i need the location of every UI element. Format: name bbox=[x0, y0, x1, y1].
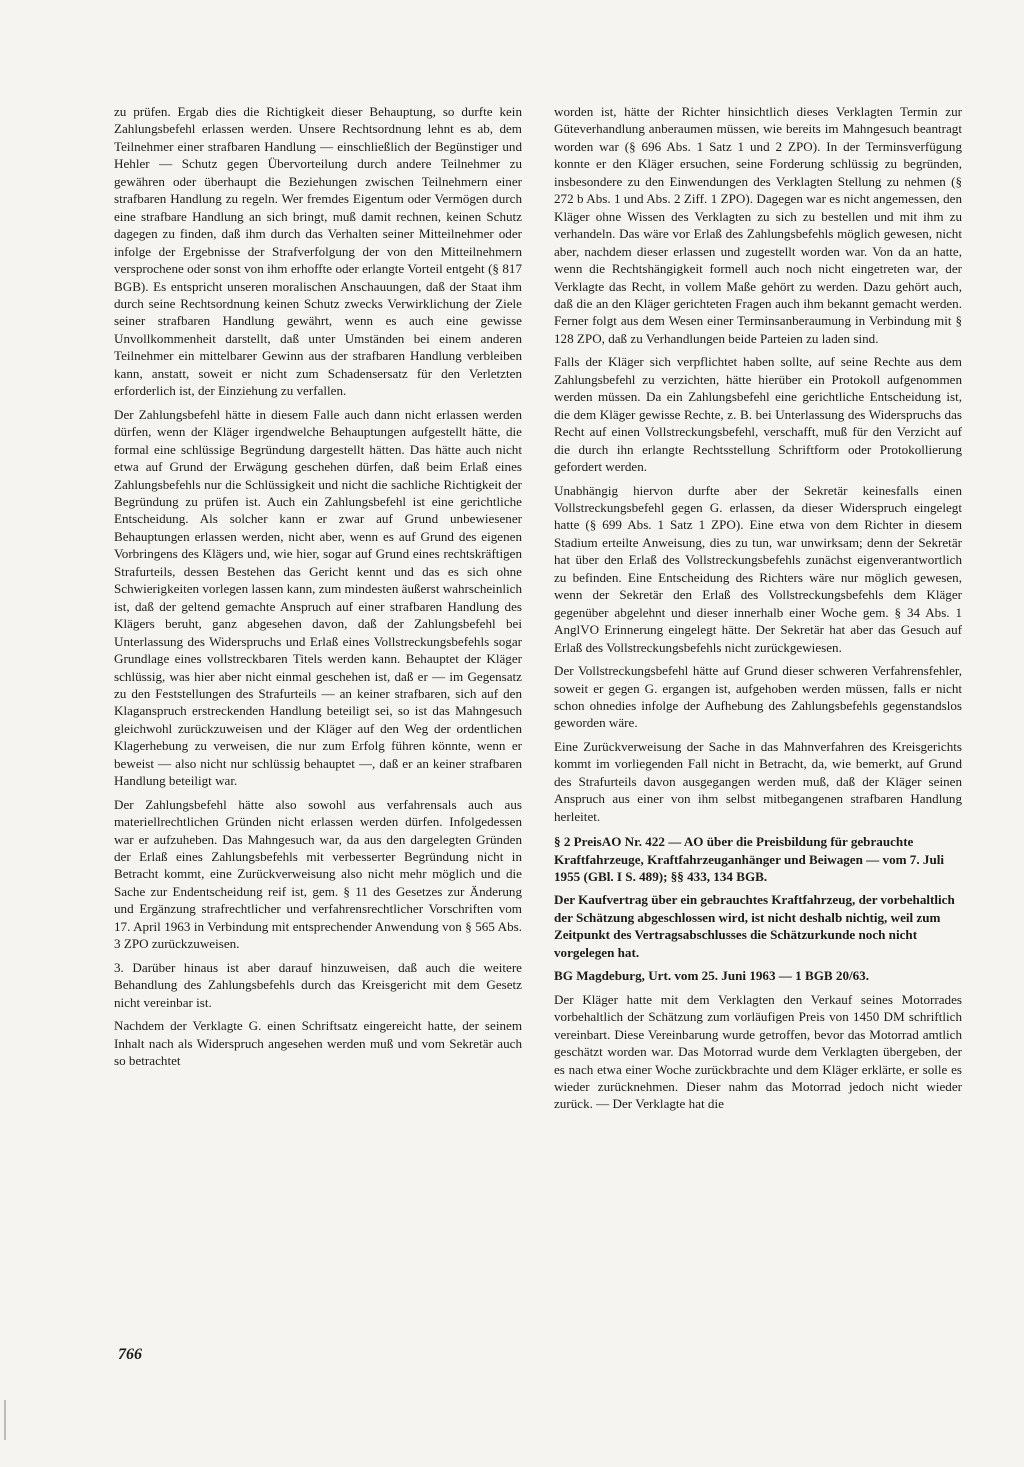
scan-edge-mark bbox=[4, 1400, 6, 1440]
paragraph: worden ist, hätte der Richter hinsichtlich dieses Verklagten Termin zur Güteverhandlung anberaumen müssen, wie bereits im Mahngesuch beantragt worden war (§ 696 Abs. 1 Satz 1 und 2 ZPO). In der Terminsverfügung konnte er den Kläger ersuchen, seine Forderung schlüssig zu begründen, insbesondere zu den Einwendungen des Verklagten Stellung zu nehmen (§ 272 b Abs. 1 und Abs. 2 Ziff. 1 ZPO). Dagegen war es nicht angemessen, den Kläger ohne Wissen des Verklagten zu sich zu bestellen und mit ihm zu verhandeln. Das wäre vor Erlaß des Zahlungsbefehls möglich gewesen, nicht aber, nachdem dieser erlassen und zugestellt worden war. Von da an hatte, wenn die Rechtshängigkeit formell auch noch nicht eingetreten war, der Verklagte das Recht, in vollem Maße gehört zu werden. Dazu gehört auch, daß die an den Kläger gerichteten Fragen auch ihm bekannt gemacht werden. Ferner folgt aus dem Wesen einer Terminsanberaumung in Verbindung mit § 128 ZPO, daß zu Verhandlungen beide Parteien zu laden sind. bbox=[554, 104, 962, 346]
paragraph: Nachdem der Verklagte G. einen Schriftsatz eingereicht hatte, der seinem Inhalt nach als Widerspruch angesehen werden muß und vom Sekretär auch so betrachtet bbox=[114, 1018, 522, 1069]
paragraph: Der Zahlungsbefehl hätte in diesem Falle auch dann nicht erlassen werden dürfen, wenn der Kläger irgendwelche Behauptungen aufgestellt hätte, die formal eine schlüssige Begründung dargestellt hätten. Das hätte auch nicht etwa auf Grund der Erwägung geschehen dürfen, daß beim Erlaß eines Zahlungsbefehls nur die Schlüssigkeit und nicht die sachliche Richtigkeit der Begründung zu prüfen ist. Auch ein Zahlungsbefehl ist eine gerichtliche Entscheidung. Als solcher kann er zwar auf Grund unbewiesener Behauptungen erlassen werden, nicht aber, wenn es auf Grund des eigenen Vorbringens des Klägers und, wie hier, sogar auf Grund eines rechtskräftigen Strafurteils, dessen Bestehen das Gericht kennt und das es sich ohne Schwierigkeiten vorlegen lassen kann, zum mindesten äußerst wahrscheinlich ist, daß der geltend gemachte Anspruch auf einer strafbaren Handlung des Klägers beruht, ganz abgesehen davon, daß der Zahlungsbefehl bei Unterlassung des Widerspruchs und Erlaß eines Vollstreckungsbefehls sogar Grundlage eines vollstreckbaren Titels werden kann. Behauptet der Kläger schlüssig, was hier aber nicht einmal geschehen ist, daß er — im Gegensatz zu den Feststellungen des Strafurteils — an keiner strafbaren, sich auf den Klaganspruch erstreckenden Handlung beteiligt sei, so ist das Mahngesuch gleichwohl zurückzuweisen und der Kläger auf den Weg der ordentlichen Klagerhebung zu verweisen, die nur zum Erfolg führen könnte, wenn er beweist — also nicht nur schlüssig behauptet —, daß er an keiner strafbaren Handlung beteiligt war. bbox=[114, 406, 522, 789]
section-heading: § 2 PreisAO Nr. 422 — AO über die Preisbildung für gebrauchte Kraftfahrzeuge, Kraftfahrzeuganhänger und Beiwagen — vom 7. Juli 1955 (GBl. I S. 489); §§ 433, 134 BGB. bbox=[554, 834, 944, 885]
paragraph: Der Vollstreckungsbefehl hätte auf Grund dieser schweren Verfahrensfehler, soweit er gegen G. ergangen ist, aufgehoben werden müssen, falls er nicht schon ohnedies infolge der Aufhebung des Zahlungsbefehls gegenstandslos geworden wäre. bbox=[554, 663, 962, 731]
paragraph: Unabhängig hiervon durfte aber der Sekretär keinesfalls einen Vollstreckungsbefehl gegen G. erlassen, da dieser Widerspruch eingelegt hatte (§ 699 Abs. 1 Satz 1 ZPO). Eine etwa von dem Richter in diesem Stadium erteilte Anweisung, dies zu tun, war unwirksam; denn der Sekretär hat über den Erlaß des Vollstreckungsbefehls zunächst eigenverantwortlich zu befinden. Eine Entscheidung des Richters wäre nur möglich gewesen, wenn der Sekretär den Erlaß des Vollstreckungsbefehls dem Kläger gegenüber abgelehnt und dieser innerhalb einer Woche gem. § 34 Abs. 1 AnglVO Erinnerung eingelegt hätte. Der Sekretär hat aber das Gesuch auf Erlaß des Vollstreckungsbefehls nicht zurückgewiesen. bbox=[554, 482, 962, 655]
thesis-text: Der Kaufvertrag über ein gebrauchtes Kraftfahrzeug, der vorbehaltlich der Schätzung abgeschlossen wird, ist nicht deshalb nichtig, weil zum Zeitpunkt des Vertragsabschlusses die Schätzurkunde noch nicht vorgelegen hat. bbox=[554, 892, 955, 960]
paragraph: Der Zahlungsbefehl hätte also sowohl aus verfahrensals auch aus materiellrechtlichen Gründen nicht erlassen werden dürfen. Infolgedessen war er aufzuheben. Das Mahngesuch war, da aus den dargelegten Gründen der Erlaß eines Zahlungsbefehls mit verbesserter Begründung nicht in Betracht kommt, eine Zurückverweisung also nicht mehr möglich und die Sache zur Endentscheidung reif ist, gem. § 11 des Gesetzes zur Änderung und Ergänzung strafrechtlicher und verfahrensrechtlicher Vorschriften vom 17. April 1963 in Verbindung mit entsprechender Anwendung von § 565 Abs. 3 ZPO zurückzuweisen. bbox=[114, 796, 522, 952]
paragraph: Der Kläger hatte mit dem Verklagten den Verkauf seines Motorrades vorbehaltlich der Schätzung zum vorläufigen Preis von 1450 DM schriftlich vereinbart. Diese Vereinbarung wurde getroffen, bevor das Motorrad amtlich geschätzt worden war. Das Motorrad wurde dem Verklagten übergeben, der es nach etwa einer Woche zurückbrachte und dem Kläger erklärte, er solle es wieder zurücknehmen. Dieser nahm das Motorrad jedoch nicht wieder zurück. — Der Verklagte hat die bbox=[554, 991, 962, 1112]
right-column bbox=[554, 103, 962, 1119]
left-column bbox=[114, 103, 522, 1075]
court-citation: BG Magdeburg, Urt. vom 25. Juni 1963 — 1 BGB 20/63. bbox=[554, 968, 869, 984]
paragraph: Falls der Kläger sich verpflichtet haben sollte, auf seine Rechte aus dem Zahlungsbefehl zu verzichten, hätte hierüber ein Protokoll aufgenommen werden müssen. Da ein Zahlungsbefehl eine gerichtliche Entscheidung ist, die dem Kläger gewisse Rechte, z. B. bei Unterlassung des Widerspruchs das Recht auf einen Vollstreckungsbefehl, verschafft, muß für den Verzicht auf die durch ihn erlangte Rechtsstellung Schriftform oder Protokollierung gefordert werden. bbox=[554, 354, 962, 475]
paragraph: Eine Zurückverweisung der Sache in das Mahnverfahren des Kreisgerichts kommt im vorliegenden Fall nicht in Betracht, da, wie bemerkt, auf Grund des Strafurteils davon ausgegangen werden muß, daß der Kläger seinen Anspruch aus einer von ihm selbst mitbegangenen strafbaren Handlung herleitet. bbox=[554, 738, 962, 824]
paragraph: 3. Darüber hinaus ist aber darauf hinzuweisen, daß auch die weitere Behandlung des Zahlungsbefehls durch das Kreisgericht mit dem Gesetz nicht vereinbar ist. bbox=[114, 959, 522, 1010]
paragraph: zu prüfen. Ergab dies die Richtigkeit dieser Behauptung, so durfte kein Zahlungsbefehl erlassen werden. Unsere Rechtsordnung lehnt es ab, dem Teilnehmer einer strafbaren Handlung — einschließlich der Begünstiger und Hehler — Schutz gegen Übervorteilung durch andere Teilnehmer zu gewähren oder überhaupt die Beziehungen zwischen Teilnehmern einer strafbaren Handlung zu regeln. Wer fremdes Eigentum oder Vermögen durch eine strafbare Handlung an sich bringt, muß damit rechnen, keinen Schutz dagegen zu finden, daß ihm durch das Verhalten seiner Mitteilnehmer oder infolge der Ergebnisse der Strafverfolgung der von den Mitteilnehmern versprochene oder sonst von ihm erhoffte oder erlangte Vorteil entgeht (§ 817 BGB). Es entspricht unseren moralischen Anschauungen, daß der Staat ihm durch seine Rechtsordnung keinen Schutz zwecks Verwirklichung der Ziele seiner strafbaren Handlung gewährt, wenn es auch eine gewisse Unvollkommenheit darstellt, daß unter Umständen bei einem anderen Teilnehmer ein mittelbarer Gewinn aus der strafbaren Handlung verbleiben kann, anstatt, soweit er nicht zum Schadensersatz für den Verletzten erforderlich ist, der Einziehung zu verfallen. bbox=[114, 104, 522, 399]
page-number: 766 bbox=[118, 1346, 142, 1363]
